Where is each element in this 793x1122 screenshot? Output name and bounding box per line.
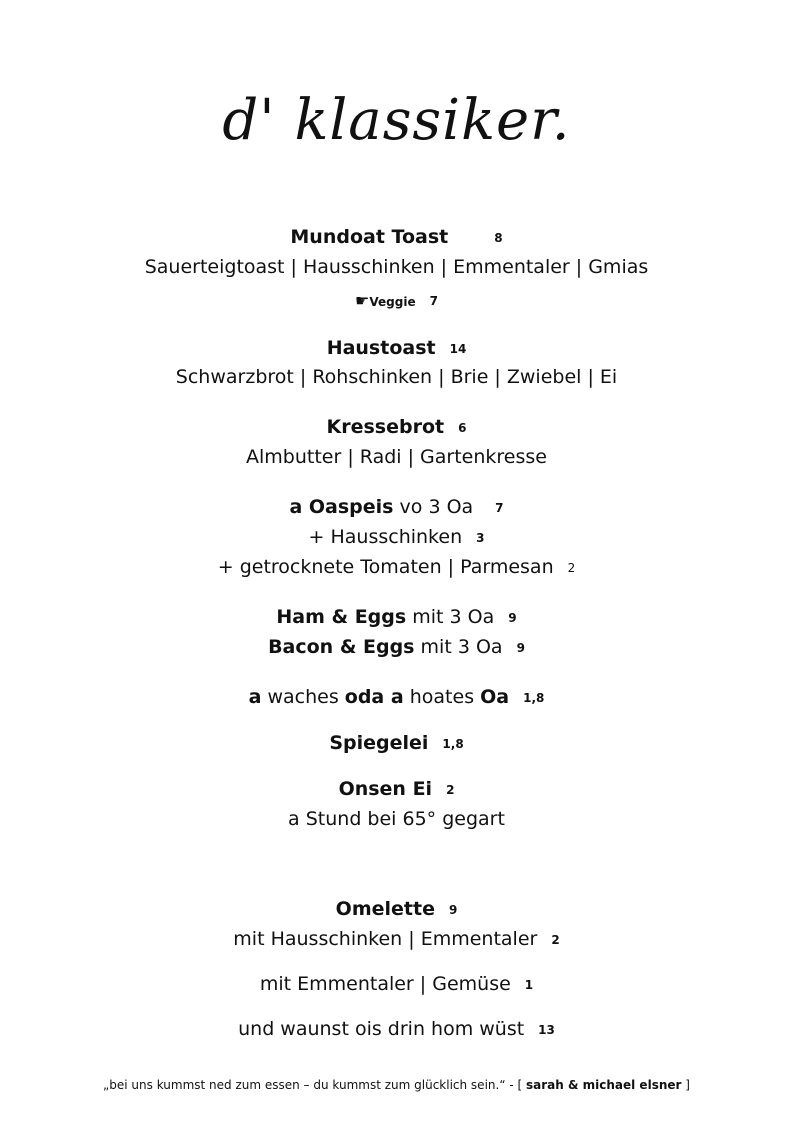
option-price: 13 <box>538 1023 555 1037</box>
item-name: Mundoat Toast <box>290 226 449 248</box>
item-name: Haustoast <box>326 337 436 359</box>
page-title: d' klassiker. <box>222 88 571 153</box>
item-suffix: vo 3 Oa <box>399 496 474 518</box>
addon-hausschinken <box>0 525 793 550</box>
item-description: a Stund bei 65° gegart <box>288 808 505 830</box>
item-name: Ham & Eggs <box>276 606 407 628</box>
pointing-hand-icon: ☛ <box>355 291 370 310</box>
quote-author: sarah & michael elsner <box>526 1078 682 1092</box>
footer-quote <box>0 1078 793 1092</box>
menu-item-omelette <box>0 897 793 922</box>
menu-item-mundoat <box>0 225 793 250</box>
option-price: 2 <box>551 933 560 947</box>
veggie-label: Veggie <box>369 295 416 309</box>
addon-tomaten <box>0 555 793 580</box>
item-name: Omelette <box>335 898 435 920</box>
item-name: Spiegelei <box>329 732 429 754</box>
item-text: waches <box>267 686 339 708</box>
item-price: 9 <box>508 611 517 625</box>
menu-item-oa <box>0 685 793 710</box>
menu-item-kressebrot <box>0 415 793 440</box>
option-label: mit Hausschinken | Emmentaler <box>233 928 538 950</box>
item-price: 1,8 <box>442 737 464 751</box>
veggie-price: 7 <box>429 294 438 308</box>
veggie-option <box>0 288 793 314</box>
item-price: 7 <box>495 501 504 515</box>
item-price: 6 <box>458 421 467 435</box>
item-text-bold: oda a <box>344 686 404 708</box>
item-description: Schwarzbrot | Rohschinken | Brie | Zwiebel | Ei <box>175 366 618 388</box>
option-price: 1 <box>524 978 534 992</box>
addon-price: 2 <box>567 561 576 575</box>
quote-close: ] <box>685 1078 690 1092</box>
menu-item-ham-eggs <box>0 605 793 630</box>
item-suffix: mit 3 Oa <box>420 636 503 658</box>
item-description: Almbutter | Radi | Gartenkresse <box>246 446 547 468</box>
item-price: 8 <box>494 231 503 245</box>
item-suffix: mit 3 Oa <box>412 606 495 628</box>
addon-label: + getrocknete Tomaten | Parmesan <box>217 556 554 578</box>
item-text-bold: Oa <box>480 686 510 708</box>
menu-item-onsen-ei <box>0 777 793 802</box>
quote-text: „bei uns kummst ned zum essen – du kummst zum glücklich sein.“ - [ <box>103 1078 523 1092</box>
item-name: Bacon & Eggs <box>268 636 415 658</box>
item-price: 14 <box>449 342 467 356</box>
item-text-bold: a <box>248 686 262 708</box>
item-price: 9 <box>516 641 525 655</box>
menu-item-spiegelei <box>0 731 793 756</box>
item-price: 1,8 <box>523 691 545 705</box>
item-description: Sauerteigtoast | Hausschinken | Emmentaler | Gmias <box>144 256 649 278</box>
menu-item-bacon-eggs <box>0 635 793 660</box>
option-label: und waunst ois drin hom wüst <box>238 1018 525 1040</box>
menu-item-haustoast <box>0 336 793 361</box>
addon-price: 3 <box>476 531 485 545</box>
item-name: Onsen Ei <box>338 778 433 800</box>
addon-label: + Hausschinken <box>308 526 463 548</box>
menu-item-oaspeis <box>0 495 793 520</box>
item-price: 2 <box>446 783 455 797</box>
omelette-option <box>0 927 793 952</box>
omelette-option <box>0 1017 793 1042</box>
item-price: 9 <box>448 903 458 917</box>
item-text: hoates <box>409 686 475 708</box>
item-name: Kressebrot <box>326 416 445 438</box>
item-name: a Oaspeis <box>289 496 394 518</box>
omelette-option <box>0 972 793 997</box>
option-label: mit Emmentaler | Gemüse <box>259 973 511 995</box>
